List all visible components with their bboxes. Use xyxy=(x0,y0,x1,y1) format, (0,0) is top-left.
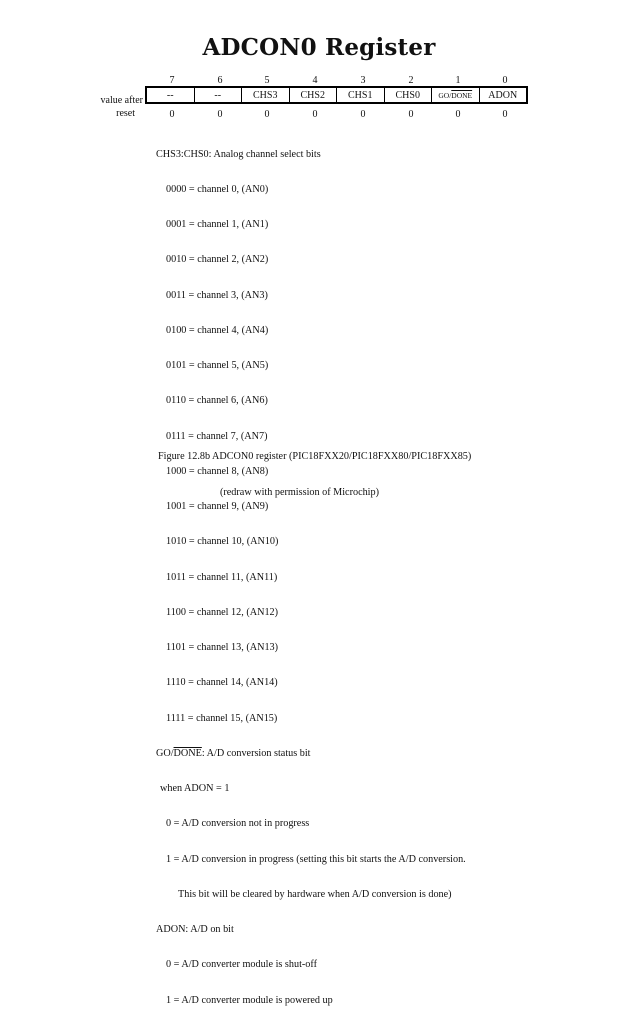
adon-field: ADON xyxy=(488,89,518,101)
chs-header: CHS3:CHS0: Analog channel select bits xyxy=(156,148,321,160)
adon-value-1: 1 = A/D converter module is powered up xyxy=(166,994,333,1006)
channel-item: 0101 = channel 5, (AN5) xyxy=(166,360,269,371)
go-header-done: DONE xyxy=(173,747,202,759)
channel-item: 0111 = channel 7, (AN7) xyxy=(166,430,268,442)
chs1-field: CHS1 xyxy=(337,88,385,102)
go-done-field xyxy=(432,88,480,102)
when-adon: when ADON = 1 xyxy=(160,783,230,794)
caption-line-2: (redraw with permission of Microchip) xyxy=(220,487,379,498)
chs0-field: CHS0 xyxy=(385,88,433,102)
bit-number: 2 xyxy=(408,75,414,86)
channel-item: 0010 = channel 2, (AN2) xyxy=(166,254,269,266)
bit-description xyxy=(156,125,466,1018)
bit-number: 5 xyxy=(264,75,270,86)
done-part: DONE xyxy=(451,90,473,100)
figure-caption xyxy=(158,427,471,511)
go-header-suffix: : A/D conversion status bit xyxy=(201,747,311,759)
reset-value: 0 xyxy=(312,109,318,120)
bit6-field: -- xyxy=(195,88,243,102)
reset-label: reset xyxy=(116,108,135,119)
reset-value: 0 xyxy=(408,109,414,120)
go-header-prefix: GO/ xyxy=(156,747,174,759)
value-after-label: value after xyxy=(100,95,143,106)
caption-line-1: Figure 12.8b ADCON0 register (PIC18FXX20/PIC18FXX80/PIC18FXX85) xyxy=(158,451,472,462)
chs3-field: CHS3 xyxy=(242,88,290,102)
channel-item: 1100 = channel 12, (AN12) xyxy=(166,606,279,618)
adon-header: ADON: A/D on bit xyxy=(156,924,234,935)
go-value-1-cont: This bit will be cleared by hardware when A/D conversion is done) xyxy=(178,888,452,900)
reset-value: 0 xyxy=(264,109,270,120)
channel-item: 0100 = channel 4, (AN4) xyxy=(166,324,269,336)
adon-value-0: 0 = A/D converter module is shut-off xyxy=(166,959,317,971)
channel-item: 1000 = channel 8, (AN8) xyxy=(166,465,269,477)
channel-item: 1001 = channel 9, (AN9) xyxy=(166,501,269,512)
reset-value: 0 xyxy=(502,109,508,120)
reset-value: 0 xyxy=(360,109,366,120)
register-bit-field xyxy=(145,86,528,104)
go-value-1: 1 = A/D conversion in progress (setting this bit starts the A/D conversion. xyxy=(166,853,466,865)
bit-number: 0 xyxy=(502,75,508,86)
reset-value: 0 xyxy=(455,109,461,120)
page-title: ADCON0 Register xyxy=(202,34,436,61)
channel-item: 0110 = channel 6, (AN6) xyxy=(166,395,268,407)
go-part: GO/ xyxy=(438,90,452,100)
bit-number: 1 xyxy=(455,75,461,86)
bit7-field: -- xyxy=(147,88,195,102)
reset-value: 0 xyxy=(169,109,175,120)
bit-number: 6 xyxy=(217,75,223,86)
channel-item: 1011 = channel 11, (AN11) xyxy=(166,571,278,583)
bit-number: 3 xyxy=(360,75,366,86)
go-done-header xyxy=(156,748,466,760)
channel-item: 1010 = channel 10, (AN10) xyxy=(166,536,279,548)
channel-item: 0001 = channel 1, (AN1) xyxy=(166,219,269,230)
channel-item: 1101 = channel 13, (AN13) xyxy=(166,642,279,653)
channel-item: 0000 = channel 0, (AN0) xyxy=(166,183,269,195)
channel-item: 0011 = channel 3, (AN3) xyxy=(166,289,268,301)
channel-item: 1110 = channel 14, (AN14) xyxy=(166,677,278,689)
go-value-0: 0 = A/D conversion not in progress xyxy=(166,818,310,830)
reset-value: 0 xyxy=(217,109,223,120)
channel-item: 1111 = channel 15, (AN15) xyxy=(166,712,278,724)
bit-number: 7 xyxy=(169,75,175,86)
bit-number: 4 xyxy=(312,75,318,86)
chs2-field: CHS2 xyxy=(290,88,338,102)
